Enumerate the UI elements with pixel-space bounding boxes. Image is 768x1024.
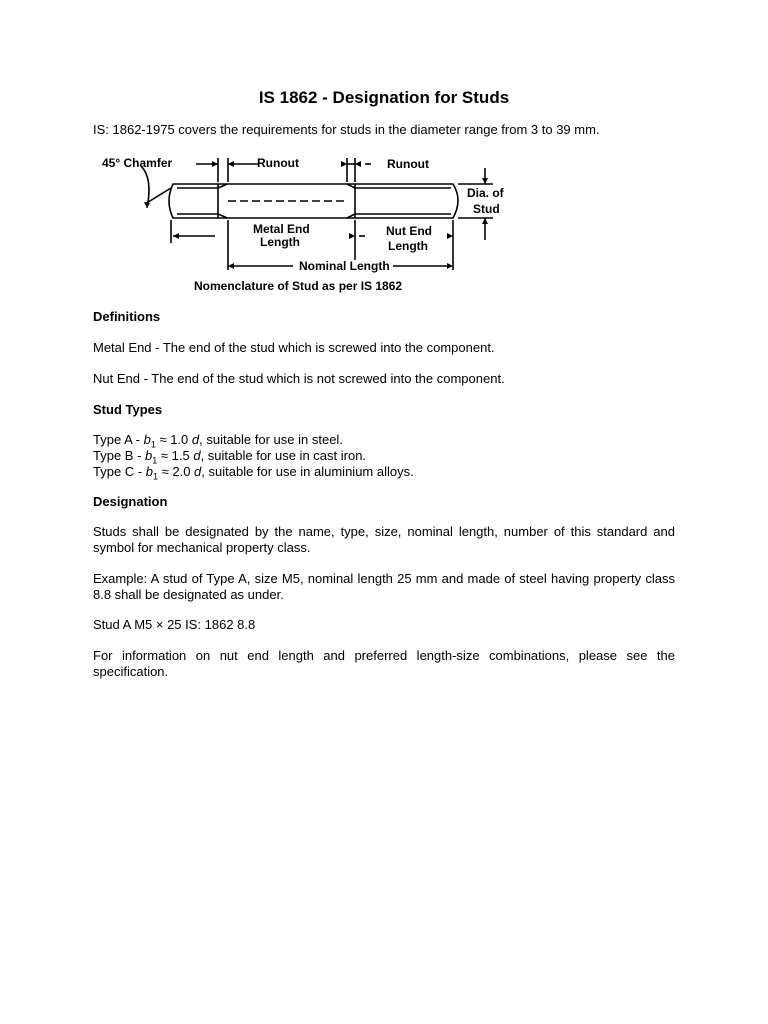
dia-label-line2: Stud	[473, 202, 500, 216]
stud-types-heading: Stud Types	[93, 402, 163, 417]
nut-end-definition: Nut End - The end of the stud which is not screwed into the component.	[93, 371, 505, 386]
definitions-heading: Definitions	[93, 309, 161, 324]
metal-end-label-line1: Metal End	[253, 222, 310, 236]
nominal-length-label: Nominal Length	[299, 259, 390, 273]
stud-type-b: Type $B - b_1 \approx 1.5$ d, suitable for use in cast iron.	[93, 448, 367, 466]
stud-type-c: Type $C - b_1 \approx 2.0$ d, suitable for use in aluminium alloys.	[93, 464, 414, 482]
runout-left-label: Runout	[257, 156, 299, 170]
dia-label-line1: Dia. of	[467, 186, 504, 200]
metal-end-definition: Metal End - The end of the stud which is screwed into the component.	[93, 340, 495, 355]
designation-paragraph-1: Studs shall be designated by the name, type, size, nominal length, number of this standard and symbol for mechanical property class.	[93, 524, 675, 555]
designation-paragraph-2: Example: A stud of Type A, size M5, nominal length 25 mm and made of steel having property class 8.8 shall be designated as under.	[93, 571, 675, 602]
designation-heading: Designation	[93, 494, 168, 509]
metal-end-label-line2: Length	[260, 235, 300, 249]
nut-end-label-line1: Nut End	[386, 224, 432, 238]
runout-right-label: Runout	[387, 157, 429, 171]
chamfer-label: 45° Chamfer	[102, 156, 173, 170]
designation-paragraph-3: For information on nut end length and preferred length-size combinations, please see the specification.	[93, 648, 675, 679]
nut-end-label-line2: Length	[388, 239, 428, 253]
stud-diagram	[93, 148, 513, 298]
designation-example: Stud A M5 × 25 IS: 1862 8.8	[93, 617, 256, 632]
figure-caption: Nomenclature of Stud as per IS 1862	[194, 279, 403, 293]
page-title: IS 1862 - Designation for Studs	[258, 88, 510, 107]
intro-paragraph: IS: 1862-1975 covers the requirements for studs in the diameter range from 3 to 39 mm.	[93, 122, 600, 137]
stud-type-a: Type $A - b_1 \approx 1.0$ d, suitable for use in steel.	[93, 432, 343, 450]
